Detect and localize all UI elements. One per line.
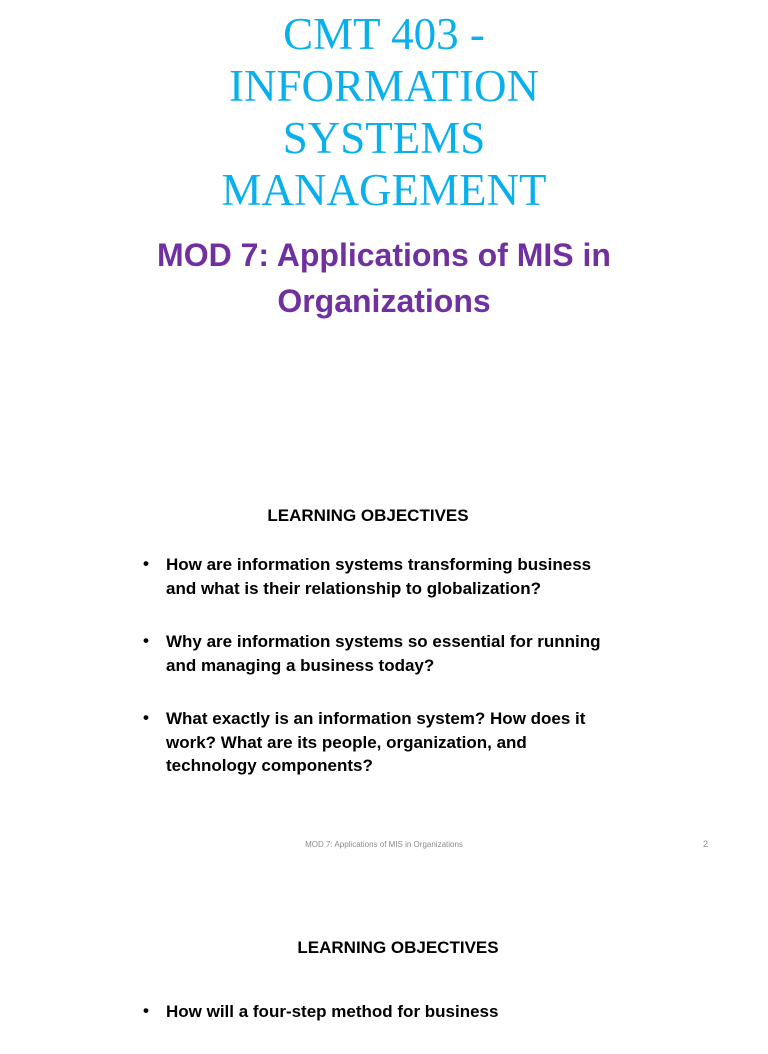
list-item: [140, 1000, 610, 1024]
course-title: [0, 8, 768, 216]
bullet-icon: •: [143, 631, 149, 650]
objectives-slide: [0, 420, 768, 880]
course-title-line: INFORMATION: [228, 61, 539, 111]
course-title-line: CMT 403 -: [283, 9, 485, 59]
bullet-icon: •: [143, 1001, 149, 1020]
course-title-line: MANAGEMENT: [221, 165, 547, 215]
course-title-line: SYSTEMS: [282, 113, 486, 163]
slide-heading: LEARNING OBJECTIVES: [297, 938, 499, 957]
objectives-list: [140, 1000, 610, 1054]
bullet-icon: •: [143, 554, 149, 573]
bullet-icon: •: [143, 708, 149, 727]
list-item: [140, 707, 610, 778]
slide-footer: MOD 7: Applications of MIS in Organizations: [305, 840, 463, 849]
list-item-text: What exactly is an information system? How does it work? What are its people, organization, and technology components?: [166, 709, 586, 775]
objectives-slide: [0, 880, 768, 1024]
list-item: [140, 630, 610, 677]
list-item: [140, 553, 610, 600]
slide-heading: LEARNING OBJECTIVES: [267, 506, 469, 525]
list-item-text: How are information systems transforming business and what is their relationship to globalization?: [166, 555, 592, 598]
list-item-text: Why are information systems so essential for running and managing a business today?: [166, 632, 601, 675]
module-subtitle: [0, 232, 768, 324]
list-item-text: How will a four-step method for business: [166, 1002, 499, 1021]
module-subtitle-line: MOD 7: Applications of MIS in: [157, 237, 611, 273]
module-subtitle-line: Organizations: [277, 283, 491, 319]
objectives-list: [140, 553, 610, 808]
page-number: 2: [703, 839, 709, 849]
title-slide: [0, 0, 768, 420]
